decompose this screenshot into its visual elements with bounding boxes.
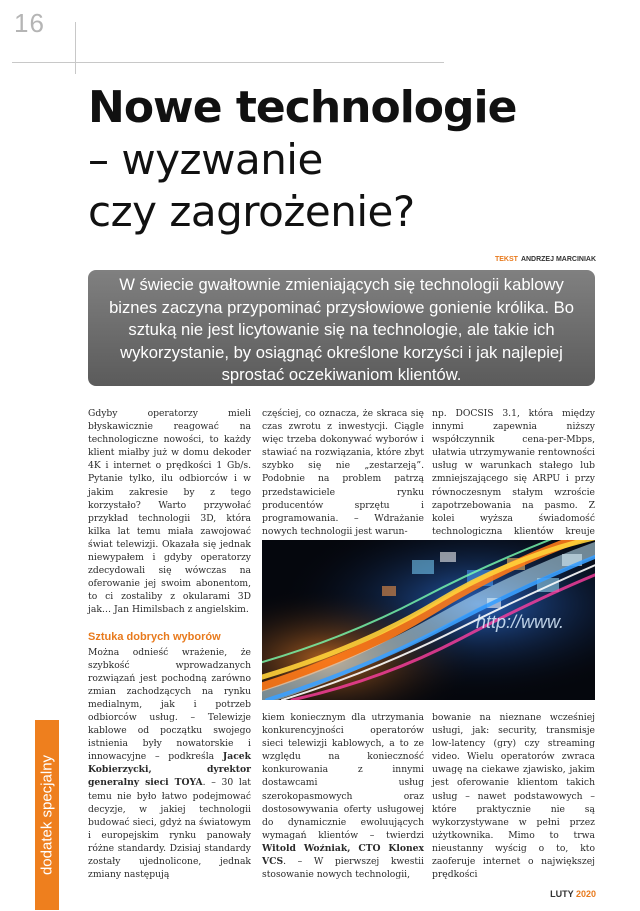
quoted-person: Jacek Kobierzycki, dyrektor generalny sieci TOYA bbox=[88, 751, 251, 789]
paragraph-text: Można odnieść wrażenie, że szybkość wprowadzanych rozwiązań jest pochodną zarówno zmian zachodzących na rynku medialnym, jak i potrzeb odbiorców usług. – Telewizje kablowe od początku swojego istnienia były nowatorskie i innowacyjne – podkreśla bbox=[88, 646, 251, 763]
sidebar-label: dodatek specjalny bbox=[38, 754, 56, 876]
paragraph-text: kiem koniecznym dla utrzymania konkurencyjności operatorów sieci telewizji kablowych, a to ze względu na konieczność konkurowania z innymi dostawcami usług szerokopasmowych oraz dostosowywania oferty usługowej do dynamicznie ewoluujących wymagań klientów – twierdzi bbox=[262, 712, 424, 841]
footer-month: LUTY bbox=[550, 889, 574, 899]
paragraph-text: . – 30 lat temu nie było łatwo podejmować decyzje, w jakiej technologii budować sieci, gdyż na światowym i europejskim rynku panowały różne standardy. Dzisiaj standardy zostały ujednolicone, jednak zmiany następują bbox=[88, 777, 252, 881]
column-2-paragraph: częściej, co oznacza, że skraca się czas zwrotu z inwestycji. Ciągle więc trzeba dokonywać wyborów i stawiać na rozwiązania, które zbyt szybko się nie „zestarzeją”. Podobnie na problem patrzą przedstawiciele rynku producentów sprzętu i programowania. – Wdrażanie nowych technologii jest warun- bbox=[262, 408, 424, 537]
fiber-optic-illustration bbox=[262, 540, 595, 700]
section-subheading: Sztuka dobrych wyborów bbox=[88, 630, 221, 643]
footer-year: 2020 bbox=[575, 889, 596, 899]
header-vertical-rule bbox=[75, 22, 76, 74]
lead-paragraph: W świecie gwałtownie zmieniających się technologii kablowy biznes zaczyna przypominać przysłowiowe gonienie królika. Bo sztuką nie jest licytowanie się na technologie, ale takie ich wykorzystanie, by osiągnąć określone korzyści i jak najlepiej sprostać oczekiwaniom klientów. bbox=[88, 270, 595, 386]
title-line-1: Nowe technologie bbox=[88, 82, 517, 133]
page-footer bbox=[550, 889, 596, 899]
column-2-bottom bbox=[262, 711, 424, 881]
column-2-top bbox=[262, 407, 424, 538]
column-3-bottom-paragraph: bowanie na nieznane wcześniej usługi, jak: security, transmisje low-latency (gry) czy streaming video. Wielu operatorów zwraca uwagę na ciekawe zjawisko, jakim jest oferowanie klientom takich usług – nawet podstawowych – które praktycznie nie są wykorzystywane w pełni przez użytkownika. Mimo to trwa nieustanny wyścig o to, kto zaoferuje internet o największej prędkości bbox=[432, 712, 595, 881]
byline bbox=[495, 256, 596, 263]
byline-author: ANDRZEJ MARCINIAK bbox=[520, 256, 596, 263]
title-line-2: – wyzwanie bbox=[88, 135, 323, 184]
column-1 bbox=[88, 407, 251, 881]
article-title bbox=[88, 82, 516, 238]
byline-tag: TEKST bbox=[494, 256, 518, 263]
column-3-paragraph: np. DOCSIS 3.1, która między innymi zapewnia niższy współczynnik cena-per-Mbps, ułatwia utrzymywanie rentowności usług w warunkach stałego lub zmniejszającego się ARPU i przy równoczesnym stałym wzroście zapotrzebowania na pasmo. Z kolei wyższa świadomość technologiczna klientów kreuje bbox=[432, 408, 595, 537]
column-3-top bbox=[432, 407, 595, 551]
column-3-bottom bbox=[432, 711, 595, 881]
photo-url-text: http://www. bbox=[476, 612, 565, 632]
header-horizontal-rule bbox=[12, 62, 444, 63]
section-sidebar-tab bbox=[35, 720, 59, 910]
column-2-bottom-paragraph bbox=[262, 711, 424, 881]
paragraph-text: . – W pierwszej kwestii stosowanie nowych technologii, bbox=[262, 856, 424, 881]
column-1-paragraph-2 bbox=[88, 646, 251, 882]
page-number: 16 bbox=[14, 8, 45, 38]
title-line-3: czy zagrożenie? bbox=[88, 187, 415, 236]
quoted-person: Witold Woźniak, CTO Klonex VCS bbox=[262, 842, 424, 868]
column-1-paragraph-1: Gdyby operatorzy mieli błyskawicznie reagować na technologiczne nowości, to każdy klient miałby już w domu dekoder 4K i internet o prędkości 1 Gb/s. Pytanie tylko, ilu odbiorców i w jakim zakresie by z tego korzystało? Warto przywołać przykład technologii 3D, która kilka lat temu miała zawojować świat telewizji. Okazała się jednak niewypałem i gdyby operatorzy zdecydowali się wówczas na oferowanie jej swoim abonentom, to ci zostaliby z okularami 3D jak… Jan Himilsbach z angielskim. bbox=[88, 408, 251, 616]
fiber-optic-photo bbox=[262, 540, 595, 700]
